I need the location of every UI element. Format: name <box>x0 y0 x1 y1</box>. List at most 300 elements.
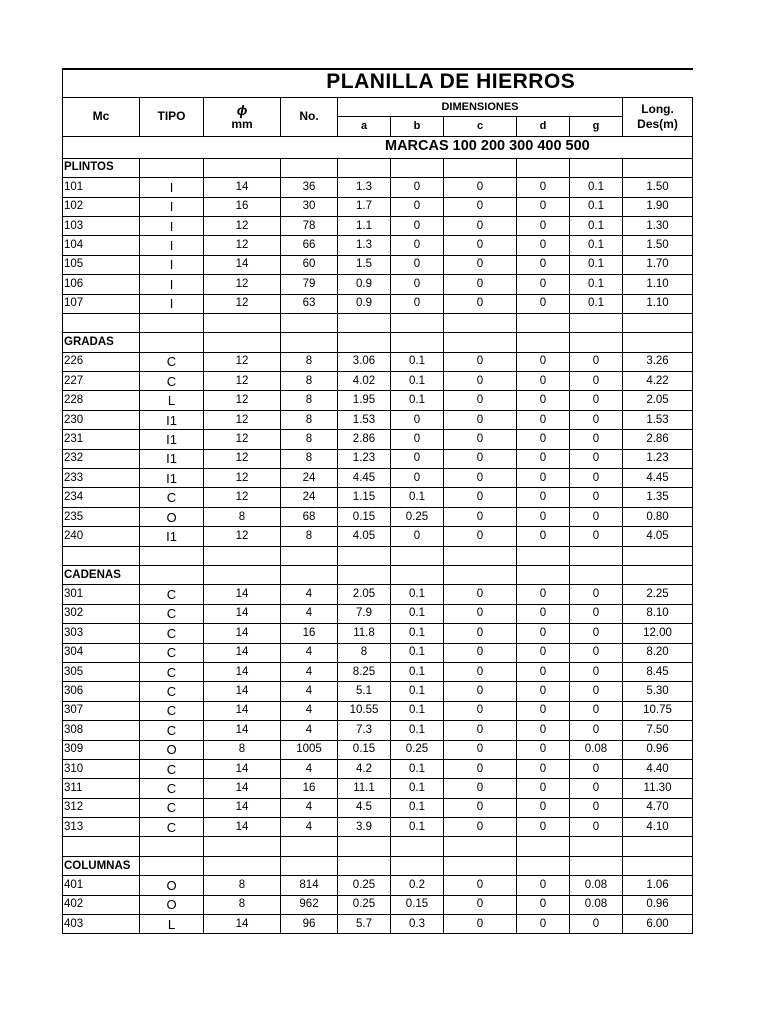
cell-long-des: 1.90 <box>623 197 693 216</box>
cell-dim-d: 0 <box>517 759 570 778</box>
header-long-des <box>623 98 693 137</box>
cell-dim-d: 0 <box>517 507 570 526</box>
cell-dim-a: 11.8 <box>338 624 391 643</box>
section-header-row <box>63 856 693 875</box>
cell-no: 8 <box>281 352 338 371</box>
cell-long-des: 2.25 <box>623 585 693 604</box>
cell-no: 4 <box>281 682 338 701</box>
table-row <box>63 197 693 216</box>
cell-diameter: 12 <box>204 469 281 488</box>
cell-dim-g: 0 <box>570 449 623 468</box>
cell-dim-c: 0 <box>444 818 517 837</box>
table-row <box>63 779 693 798</box>
cell-dim-b: 0.3 <box>391 915 444 934</box>
cell-dim-c: 0 <box>444 915 517 934</box>
cell-dim-b: 0 <box>391 197 444 216</box>
cell-dim-b: 0.1 <box>391 372 444 391</box>
empty-cell <box>444 837 517 856</box>
cell-dim-b: 0.15 <box>391 895 444 914</box>
cell-no: 30 <box>281 197 338 216</box>
empty-cell <box>623 313 693 332</box>
cell-dim-d: 0 <box>517 352 570 371</box>
empty-cell <box>338 856 391 875</box>
cell-no: 24 <box>281 488 338 507</box>
cell-tipo: I1 <box>140 527 204 546</box>
cell-dim-a: 2.86 <box>338 430 391 449</box>
empty-cell <box>570 158 623 177</box>
table-row <box>63 236 693 255</box>
cell-dim-d: 0 <box>517 294 570 313</box>
cell-diameter: 14 <box>204 662 281 681</box>
cell-diameter: 12 <box>204 391 281 410</box>
planilla-table <box>62 68 693 934</box>
empty-cell <box>517 565 570 584</box>
empty-cell <box>623 837 693 856</box>
cell-mc: 228 <box>63 391 140 410</box>
cell-dim-a: 8 <box>338 643 391 662</box>
table-row <box>63 507 693 526</box>
cell-dim-c: 0 <box>444 352 517 371</box>
table-row <box>63 391 693 410</box>
cell-dim-a: 8.25 <box>338 662 391 681</box>
cell-dim-c: 0 <box>444 178 517 197</box>
cell-no: 4 <box>281 721 338 740</box>
cell-dim-g: 0 <box>570 585 623 604</box>
cell-dim-c: 0 <box>444 430 517 449</box>
empty-cell <box>338 565 391 584</box>
cell-dim-b: 0.1 <box>391 759 444 778</box>
cell-tipo: I <box>140 197 204 216</box>
cell-tipo: C <box>140 798 204 817</box>
cell-tipo: C <box>140 352 204 371</box>
cell-no: 16 <box>281 624 338 643</box>
cell-dim-d: 0 <box>517 818 570 837</box>
cell-diameter: 12 <box>204 449 281 468</box>
section-header-row <box>63 158 693 177</box>
cell-mc: 308 <box>63 721 140 740</box>
cell-dim-g: 0 <box>570 624 623 643</box>
cell-no: 79 <box>281 275 338 294</box>
empty-cell <box>140 856 204 875</box>
section-label: COLUMNAS <box>63 856 140 875</box>
empty-cell <box>338 333 391 352</box>
cell-mc: 105 <box>63 255 140 274</box>
cell-long-des: 1.35 <box>623 488 693 507</box>
cell-no: 4 <box>281 701 338 720</box>
cell-tipo: I1 <box>140 430 204 449</box>
cell-dim-c: 0 <box>444 740 517 759</box>
cell-no: 4 <box>281 759 338 778</box>
cell-dim-g: 0 <box>570 701 623 720</box>
cell-dim-b: 0.1 <box>391 798 444 817</box>
empty-cell <box>140 313 204 332</box>
cell-long-des: 4.45 <box>623 469 693 488</box>
cell-dim-b: 0 <box>391 410 444 429</box>
cell-diameter: 14 <box>204 585 281 604</box>
cell-dim-b: 0 <box>391 449 444 468</box>
cell-long-des: 5.30 <box>623 682 693 701</box>
header-diameter <box>204 98 281 137</box>
cell-dim-d: 0 <box>517 643 570 662</box>
cell-dim-g: 0.1 <box>570 216 623 235</box>
cell-long-des: 1.10 <box>623 294 693 313</box>
empty-cell <box>444 158 517 177</box>
cell-dim-a: 0.15 <box>338 507 391 526</box>
cell-dim-d: 0 <box>517 624 570 643</box>
table-row <box>63 682 693 701</box>
cell-diameter: 14 <box>204 604 281 623</box>
cell-mc: 311 <box>63 779 140 798</box>
cell-dim-d: 0 <box>517 895 570 914</box>
empty-cell <box>570 333 623 352</box>
cell-dim-g: 0 <box>570 915 623 934</box>
cell-tipo: L <box>140 391 204 410</box>
cell-tipo: C <box>140 643 204 662</box>
cell-dim-c: 0 <box>444 372 517 391</box>
cell-long-des: 11.30 <box>623 779 693 798</box>
empty-cell <box>517 837 570 856</box>
cell-dim-d: 0 <box>517 662 570 681</box>
header-mm: mm <box>231 116 253 131</box>
header-dim-c: c <box>444 117 517 136</box>
cell-diameter: 12 <box>204 488 281 507</box>
cell-dim-c: 0 <box>444 527 517 546</box>
cell-dim-c: 0 <box>444 895 517 914</box>
cell-dim-d: 0 <box>517 740 570 759</box>
cell-mc: 104 <box>63 236 140 255</box>
cell-dim-d: 0 <box>517 430 570 449</box>
empty-cell <box>338 158 391 177</box>
cell-dim-a: 5.1 <box>338 682 391 701</box>
empty-cell <box>281 856 338 875</box>
cell-dim-b: 0.1 <box>391 352 444 371</box>
cell-tipo: C <box>140 604 204 623</box>
table-row <box>63 469 693 488</box>
cell-dim-g: 0 <box>570 527 623 546</box>
cell-diameter: 12 <box>204 372 281 391</box>
cell-dim-d: 0 <box>517 585 570 604</box>
cell-dim-d: 0 <box>517 721 570 740</box>
cell-dim-g: 0.1 <box>570 197 623 216</box>
cell-long-des: 6.00 <box>623 915 693 934</box>
cell-long-des: 1.23 <box>623 449 693 468</box>
cell-diameter: 8 <box>204 895 281 914</box>
empty-cell <box>570 856 623 875</box>
header-des: Des(m) <box>637 116 678 131</box>
cell-diameter: 14 <box>204 798 281 817</box>
cell-dim-d: 0 <box>517 779 570 798</box>
cell-dim-d: 0 <box>517 798 570 817</box>
cell-dim-c: 0 <box>444 779 517 798</box>
cell-long-des: 10.75 <box>623 701 693 720</box>
cell-dim-c: 0 <box>444 275 517 294</box>
cell-dim-g: 0.08 <box>570 895 623 914</box>
marcas-row <box>63 136 693 158</box>
cell-dim-b: 0.1 <box>391 779 444 798</box>
empty-cell <box>140 565 204 584</box>
cell-dim-g: 0.1 <box>570 275 623 294</box>
table-row <box>63 895 693 914</box>
cell-mc: 232 <box>63 449 140 468</box>
planilla-sheet <box>62 68 692 934</box>
cell-dim-c: 0 <box>444 662 517 681</box>
cell-dim-b: 0.1 <box>391 701 444 720</box>
empty-cell <box>623 546 693 565</box>
cell-dim-g: 0 <box>570 372 623 391</box>
cell-tipo: O <box>140 876 204 895</box>
spacer-row <box>63 546 693 565</box>
cell-long-des: 12.00 <box>623 624 693 643</box>
cell-dim-a: 1.7 <box>338 197 391 216</box>
table-row <box>63 178 693 197</box>
empty-cell <box>281 158 338 177</box>
cell-tipo: I <box>140 255 204 274</box>
cell-no: 4 <box>281 643 338 662</box>
cell-dim-g: 0.08 <box>570 876 623 895</box>
cell-tipo: C <box>140 721 204 740</box>
cell-dim-g: 0.1 <box>570 236 623 255</box>
cell-diameter: 8 <box>204 740 281 759</box>
table-row <box>63 216 693 235</box>
cell-diameter: 14 <box>204 255 281 274</box>
cell-tipo: L <box>140 915 204 934</box>
empty-cell <box>623 565 693 584</box>
table-row <box>63 643 693 662</box>
table-row <box>63 488 693 507</box>
cell-mc: 301 <box>63 585 140 604</box>
cell-long-des: 0.96 <box>623 895 693 914</box>
cell-dim-g: 0 <box>570 469 623 488</box>
cell-mc: 102 <box>63 197 140 216</box>
empty-cell <box>444 565 517 584</box>
cell-diameter: 14 <box>204 624 281 643</box>
header-dimensiones: DIMENSIONES <box>338 98 623 117</box>
table-row <box>63 430 693 449</box>
cell-dim-c: 0 <box>444 798 517 817</box>
cell-dim-g: 0 <box>570 682 623 701</box>
empty-cell <box>204 546 281 565</box>
empty-cell <box>204 837 281 856</box>
cell-dim-a: 0.15 <box>338 740 391 759</box>
cell-long-des: 4.22 <box>623 372 693 391</box>
cell-dim-g: 0 <box>570 604 623 623</box>
cell-dim-a: 1.53 <box>338 410 391 429</box>
cell-dim-d: 0 <box>517 275 570 294</box>
empty-cell <box>623 856 693 875</box>
cell-long-des: 1.53 <box>623 410 693 429</box>
empty-cell <box>391 837 444 856</box>
cell-dim-d: 0 <box>517 527 570 546</box>
empty-cell <box>570 313 623 332</box>
empty-cell <box>204 158 281 177</box>
empty-cell <box>391 313 444 332</box>
cell-long-des: 4.05 <box>623 527 693 546</box>
cell-tipo: C <box>140 488 204 507</box>
header-tipo: TIPO <box>140 98 204 137</box>
empty-cell <box>444 333 517 352</box>
cell-long-des: 8.45 <box>623 662 693 681</box>
section-label: PLINTOS <box>63 158 140 177</box>
cell-dim-d: 0 <box>517 604 570 623</box>
header-dim-b: b <box>391 117 444 136</box>
cell-long-des: 4.10 <box>623 818 693 837</box>
cell-dim-g: 0 <box>570 410 623 429</box>
cell-dim-b: 0.1 <box>391 624 444 643</box>
table-row <box>63 759 693 778</box>
cell-no: 60 <box>281 255 338 274</box>
cell-diameter: 12 <box>204 294 281 313</box>
cell-dim-d: 0 <box>517 197 570 216</box>
cell-dim-b: 0.25 <box>391 507 444 526</box>
cell-dim-b: 0.1 <box>391 818 444 837</box>
cell-dim-a: 0.9 <box>338 294 391 313</box>
empty-cell <box>204 565 281 584</box>
section-label: GRADAS <box>63 333 140 352</box>
table-row <box>63 915 693 934</box>
cell-no: 63 <box>281 294 338 313</box>
cell-no: 78 <box>281 216 338 235</box>
cell-tipo: C <box>140 701 204 720</box>
cell-dim-a: 4.05 <box>338 527 391 546</box>
title-row <box>63 69 693 98</box>
cell-no: 8 <box>281 391 338 410</box>
cell-dim-d: 0 <box>517 876 570 895</box>
cell-dim-b: 0.1 <box>391 662 444 681</box>
cell-long-des: 1.30 <box>623 216 693 235</box>
cell-mc: 401 <box>63 876 140 895</box>
empty-cell <box>204 856 281 875</box>
cell-no: 66 <box>281 236 338 255</box>
cell-dim-c: 0 <box>444 604 517 623</box>
cell-tipo: C <box>140 662 204 681</box>
table-row <box>63 701 693 720</box>
cell-long-des: 0.80 <box>623 507 693 526</box>
table-row <box>63 798 693 817</box>
cell-diameter: 14 <box>204 682 281 701</box>
cell-dim-c: 0 <box>444 216 517 235</box>
cell-no: 24 <box>281 469 338 488</box>
table-row <box>63 255 693 274</box>
table-row <box>63 527 693 546</box>
spacer-row <box>63 837 693 856</box>
cell-diameter: 14 <box>204 818 281 837</box>
cell-dim-b: 0.2 <box>391 876 444 895</box>
cell-tipo: I <box>140 294 204 313</box>
cell-dim-b: 0.25 <box>391 740 444 759</box>
cell-dim-c: 0 <box>444 507 517 526</box>
cell-dim-g: 0 <box>570 430 623 449</box>
empty-cell <box>517 333 570 352</box>
cell-dim-a: 7.3 <box>338 721 391 740</box>
cell-long-des: 1.50 <box>623 236 693 255</box>
cell-diameter: 14 <box>204 915 281 934</box>
header-no: No. <box>281 98 338 137</box>
cell-dim-a: 10.55 <box>338 701 391 720</box>
empty-cell <box>140 546 204 565</box>
cell-no: 16 <box>281 779 338 798</box>
empty-cell <box>281 546 338 565</box>
page-title: PLANILLA DE HIERROS <box>326 70 576 93</box>
cell-diameter: 16 <box>204 197 281 216</box>
cell-dim-d: 0 <box>517 216 570 235</box>
cell-dim-d: 0 <box>517 391 570 410</box>
cell-long-des: 8.10 <box>623 604 693 623</box>
cell-mc: 234 <box>63 488 140 507</box>
table-row <box>63 721 693 740</box>
cell-tipo: C <box>140 624 204 643</box>
cell-dim-d: 0 <box>517 682 570 701</box>
empty-cell <box>444 546 517 565</box>
cell-dim-a: 1.15 <box>338 488 391 507</box>
empty-cell <box>204 333 281 352</box>
table-body <box>63 158 693 934</box>
empty-cell <box>570 837 623 856</box>
table-row <box>63 372 693 391</box>
cell-tipo: I1 <box>140 449 204 468</box>
cell-dim-b: 0.1 <box>391 682 444 701</box>
cell-dim-d: 0 <box>517 469 570 488</box>
header-long: Long. <box>641 101 674 116</box>
cell-mc: 226 <box>63 352 140 371</box>
cell-diameter: 12 <box>204 216 281 235</box>
cell-dim-g: 0 <box>570 798 623 817</box>
empty-cell <box>281 313 338 332</box>
cell-dim-d: 0 <box>517 488 570 507</box>
empty-cell <box>391 565 444 584</box>
cell-diameter: 12 <box>204 527 281 546</box>
cell-no: 4 <box>281 604 338 623</box>
empty-cell <box>444 313 517 332</box>
cell-long-des: 1.70 <box>623 255 693 274</box>
empty-cell <box>444 856 517 875</box>
cell-dim-g: 0 <box>570 507 623 526</box>
table-row <box>63 294 693 313</box>
cell-dim-b: 0.1 <box>391 721 444 740</box>
cell-dim-g: 0.1 <box>570 178 623 197</box>
empty-cell <box>338 837 391 856</box>
empty-cell <box>281 565 338 584</box>
cell-long-des: 0.96 <box>623 740 693 759</box>
cell-dim-c: 0 <box>444 876 517 895</box>
cell-long-des: 4.40 <box>623 759 693 778</box>
cell-dim-a: 0.25 <box>338 876 391 895</box>
empty-cell <box>281 333 338 352</box>
cell-dim-d: 0 <box>517 178 570 197</box>
section-label: CADENAS <box>63 565 140 584</box>
cell-dim-g: 0.1 <box>570 255 623 274</box>
cell-mc: 227 <box>63 372 140 391</box>
cell-no: 36 <box>281 178 338 197</box>
cell-no: 8 <box>281 410 338 429</box>
cell-mc: 302 <box>63 604 140 623</box>
cell-dim-c: 0 <box>444 643 517 662</box>
cell-long-des: 3.26 <box>623 352 693 371</box>
cell-mc: 303 <box>63 624 140 643</box>
cell-dim-a: 7.9 <box>338 604 391 623</box>
cell-dim-b: 0 <box>391 294 444 313</box>
table-row <box>63 410 693 429</box>
empty-cell <box>140 333 204 352</box>
table-row <box>63 275 693 294</box>
cell-dim-b: 0 <box>391 469 444 488</box>
cell-dim-a: 11.1 <box>338 779 391 798</box>
empty-cell <box>63 837 140 856</box>
cell-no: 1005 <box>281 740 338 759</box>
spacer-row <box>63 313 693 332</box>
cell-diameter: 12 <box>204 352 281 371</box>
cell-long-des: 2.86 <box>623 430 693 449</box>
header-dim-d: d <box>517 117 570 136</box>
